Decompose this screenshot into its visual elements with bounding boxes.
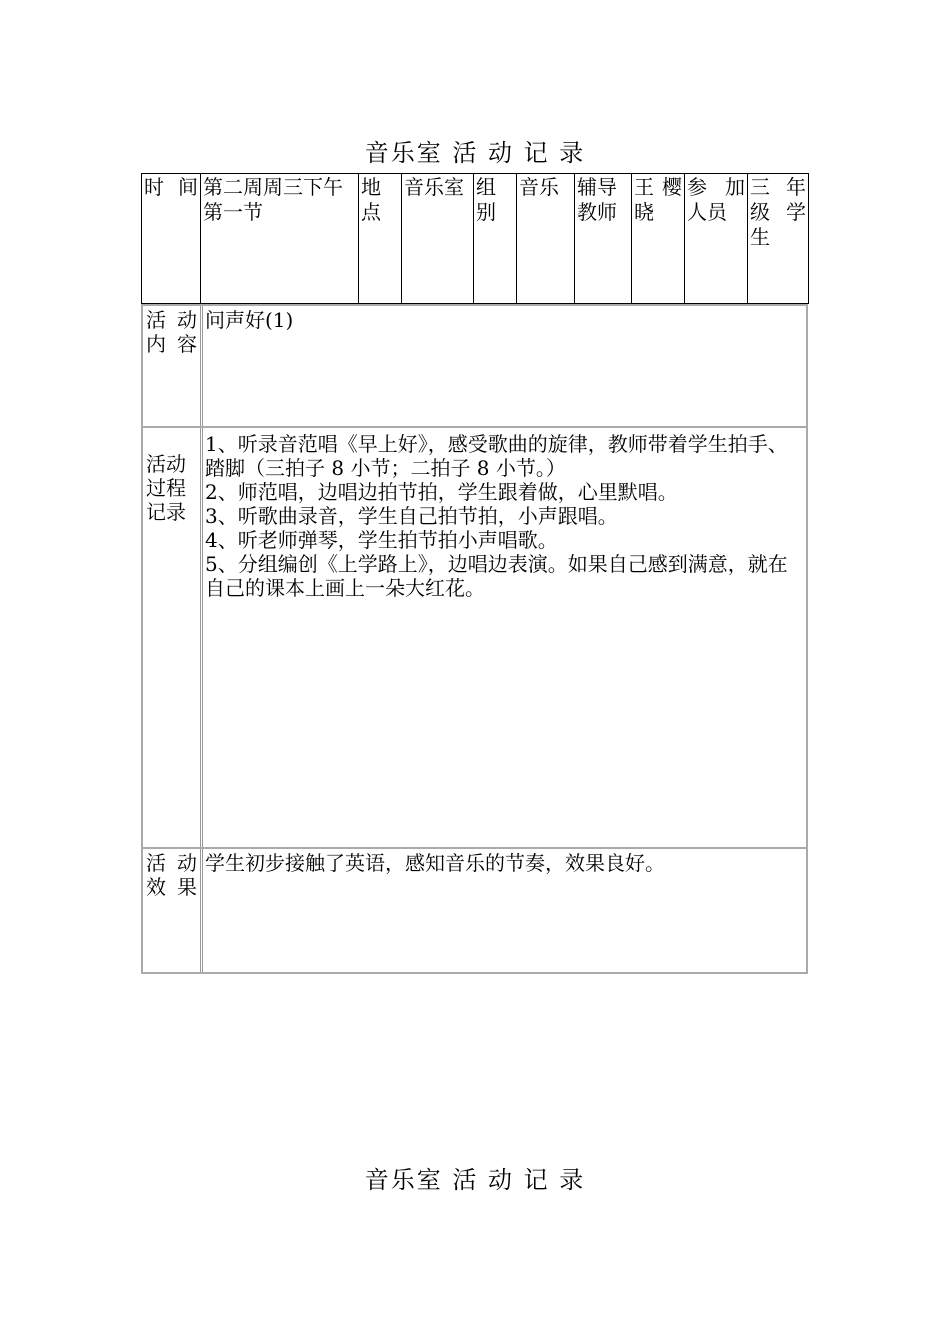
group-value: 音乐 [517, 174, 575, 304]
participants-value: 三 年级 学生 [748, 174, 809, 304]
process-line: 3、听歌曲录音，学生自己拍节拍，小声跟唱。 [205, 504, 618, 528]
page-title: 音乐室 活 动 记 录 [364, 139, 586, 167]
teacher-label: 辅导教师 [575, 174, 632, 304]
activity-content-row [141, 304, 808, 428]
time-value: 第二周周三下午第一节 [201, 174, 359, 304]
header-table [141, 173, 809, 304]
participants-label: 参 加人员 [685, 174, 748, 304]
activity-effect-label: 活 动效果 [143, 849, 203, 972]
activity-content-value: 问声好(1) [205, 308, 294, 332]
activity-process-row [141, 428, 808, 849]
process-line: 1、听录音范唱《早上好》，感受歌曲的旋律，教师带着学生拍手、踏脚（三拍子 8 小节；二拍子 8 小节。） [205, 432, 788, 480]
teacher-value: 王 樱晓 [632, 174, 685, 304]
activity-process-label: 活动过程记录 [143, 428, 203, 847]
activity-content-label: 活 动内容 [143, 306, 203, 426]
activity-effect-row [141, 849, 808, 974]
activity-effect-value: 学生初步接触了英语，感知音乐的节奏，效果良好。 [205, 851, 665, 875]
activity-record-form [141, 173, 808, 974]
process-line: 2、师范唱，边唱边拍节拍，学生跟着做，心里默唱。 [205, 480, 678, 504]
group-label: 组别 [474, 174, 517, 304]
place-value: 音乐室 [402, 174, 474, 304]
next-page-title: 音乐室 活 动 记 录 [364, 1166, 586, 1194]
time-label: 时 间 [142, 174, 201, 304]
place-label: 地点 [359, 174, 402, 304]
activity-process-content [203, 428, 806, 847]
process-line: 5、分组编创《上学路上》，边唱边表演。如果自己感到满意，就在自己的课本上画上一朵大红花。 [205, 552, 788, 600]
process-line: 4、听老师弹琴，学生拍节拍小声唱歌。 [205, 528, 558, 552]
